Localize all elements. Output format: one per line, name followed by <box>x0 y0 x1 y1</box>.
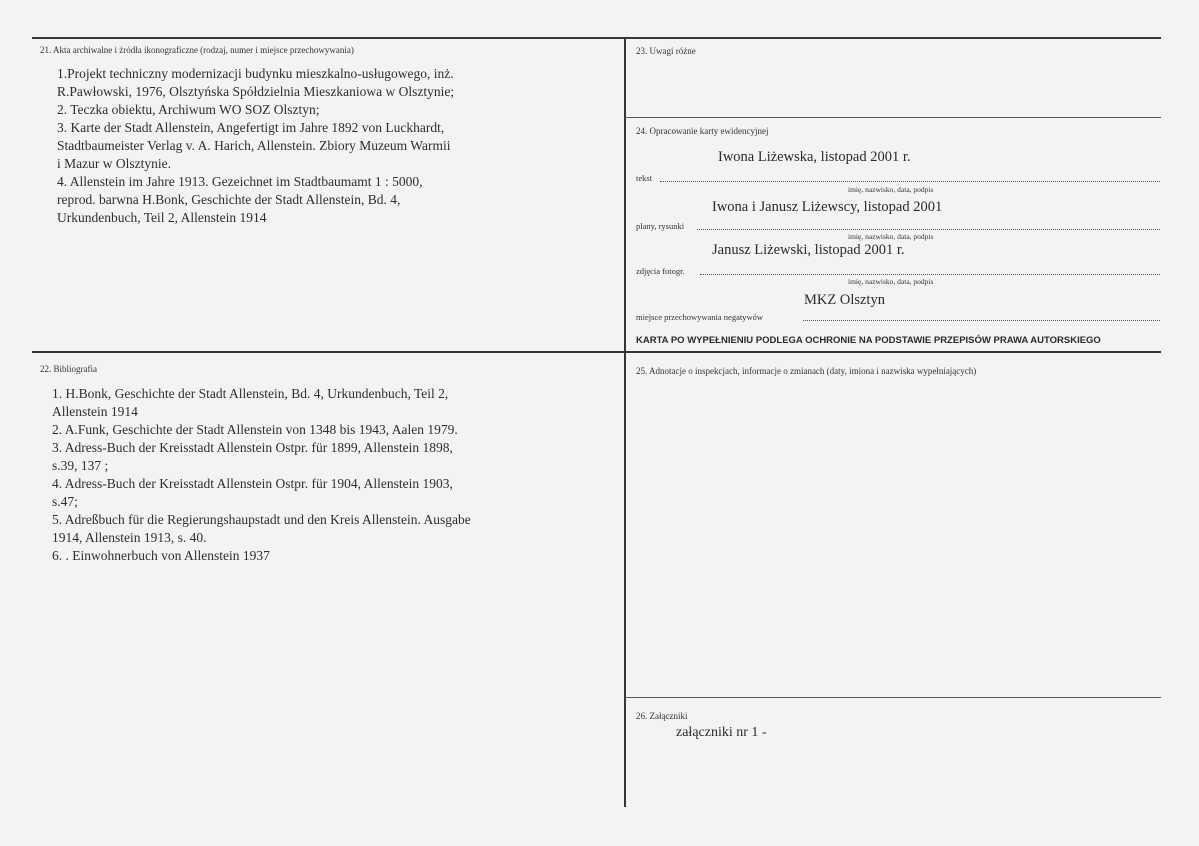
section21-header: 21. Akta archiwalne i źródła ikonograficzne (rodzaj, numer i miejsce przechowywania) <box>40 45 354 55</box>
attachments-value: załączniki nr 1 - <box>676 725 767 740</box>
negatywy-dotted-line <box>803 320 1160 321</box>
section22-line: Allenstein 1914 <box>52 404 138 419</box>
negatywy-label: miejsce przechowywania negatywów <box>636 312 763 322</box>
plany-label: plany, rysunki <box>636 221 685 231</box>
section21-line: i Mazur w Olsztynie. <box>57 156 171 171</box>
section21-content <box>57 65 454 227</box>
section22-line: 5. Adreßbuch für die Regierungshaupstadt und den Kreis Allenstein. Ausgabe <box>52 512 471 527</box>
tekst-dotted-line <box>660 181 1160 182</box>
section25-header: 25. Adnotacje o inspekcjach, informacje o zmianach (daty, imiona i nazwiska wypełniających) <box>636 366 977 376</box>
section22-line: s.47; <box>52 494 78 509</box>
section21-line: Urkundenbuch, Teil 2, Allenstein 1914 <box>57 210 267 225</box>
zdjecia-dotted-line <box>700 274 1160 275</box>
zdjecia-label: zdjęcia fotogr. <box>636 266 685 276</box>
plany-value: Iwona i Janusz Liżewscy, listopad 2001 <box>712 199 943 215</box>
section21-line: reprod. barwna H.Bonk, Geschichte der Stadt Allenstein, Bd. 4, <box>57 192 401 207</box>
zdjecia-value: Janusz Liżewski, listopad 2001 r. <box>712 242 905 258</box>
plany-dotted-line <box>697 229 1160 230</box>
copyright-notice: KARTA PO WYPEŁNIENIU PODLEGA OCHRONIE NA PODSTAWIE PRZEPISÓW PRAWA AUTORSKIEGO <box>636 335 1101 346</box>
section21-line: 1.Projekt techniczny modernizacji budynku mieszkalno-usługowego, inż. <box>57 66 454 81</box>
section21-line: 4. Allenstein im Jahre 1913. Gezeichnet im Stadtbaumamt 1 : 5000, <box>57 174 423 189</box>
zdjecia-caption: imię, nazwisko, data, podpis <box>848 277 934 286</box>
middle-border <box>32 351 1161 353</box>
section21-line: 3. Karte der Stadt Allenstein, Angefertigt im Jahre 1892 von Luckhardt, <box>57 120 445 135</box>
top-border <box>32 37 1161 39</box>
tekst-value: Iwona Liżewska, listopad 2001 r. <box>718 149 911 165</box>
section23-header: 23. Uwagi różne <box>636 46 696 56</box>
section23-bottom-line <box>625 117 1161 118</box>
section21-line: 2. Teczka obiektu, Archiwum WO SOZ Olsztyn; <box>57 102 320 117</box>
section21-line: R.Pawłowski, 1976, Olsztyńska Spółdzielnia Mieszkaniowa w Olsztynie; <box>57 84 455 99</box>
section22-line: 3. Adress-Buch der Kreisstadt Allenstein Ostpr. für 1899, Allenstein 1898, <box>52 440 453 455</box>
tekst-caption: imię, nazwisko, data, podpis <box>848 185 934 194</box>
column-divider <box>624 37 626 807</box>
plany-caption: imię, nazwisko, data, podpis <box>848 232 934 241</box>
section22-content <box>52 385 471 565</box>
negatywy-value: MKZ Olsztyn <box>804 292 885 308</box>
section22-line: 4. Adress-Buch der Kreisstadt Allenstein Ostpr. für 1904, Allenstein 1903, <box>52 476 453 491</box>
section22-line: 1914, Allenstein 1913, s. 40. <box>52 530 207 545</box>
section22-line: 1. H.Bonk, Geschichte der Stadt Allenstein, Bd. 4, Urkundenbuch, Teil 2, <box>52 386 449 401</box>
section22-line: 6. . Einwohnerbuch von Allenstein 1937 <box>52 548 270 563</box>
section22-line: s.39, 137 ; <box>52 458 109 473</box>
section22-header: 22. Bibliografia <box>40 364 97 374</box>
section24-header: 24. Opracowanie karty ewidencyjnej <box>636 126 769 136</box>
section25-bottom-line <box>625 697 1161 698</box>
section22-line: 2. A.Funk, Geschichte der Stadt Allenstein von 1348 bis 1943, Aalen 1979. <box>52 422 458 437</box>
tekst-label: tekst <box>636 173 653 183</box>
section26-header: 26. Załączniki <box>636 711 688 721</box>
section21-line: Stadtbaumeister Verlag v. A. Harich, Allenstein. Zbiory Muzeum Warmii <box>57 138 451 153</box>
